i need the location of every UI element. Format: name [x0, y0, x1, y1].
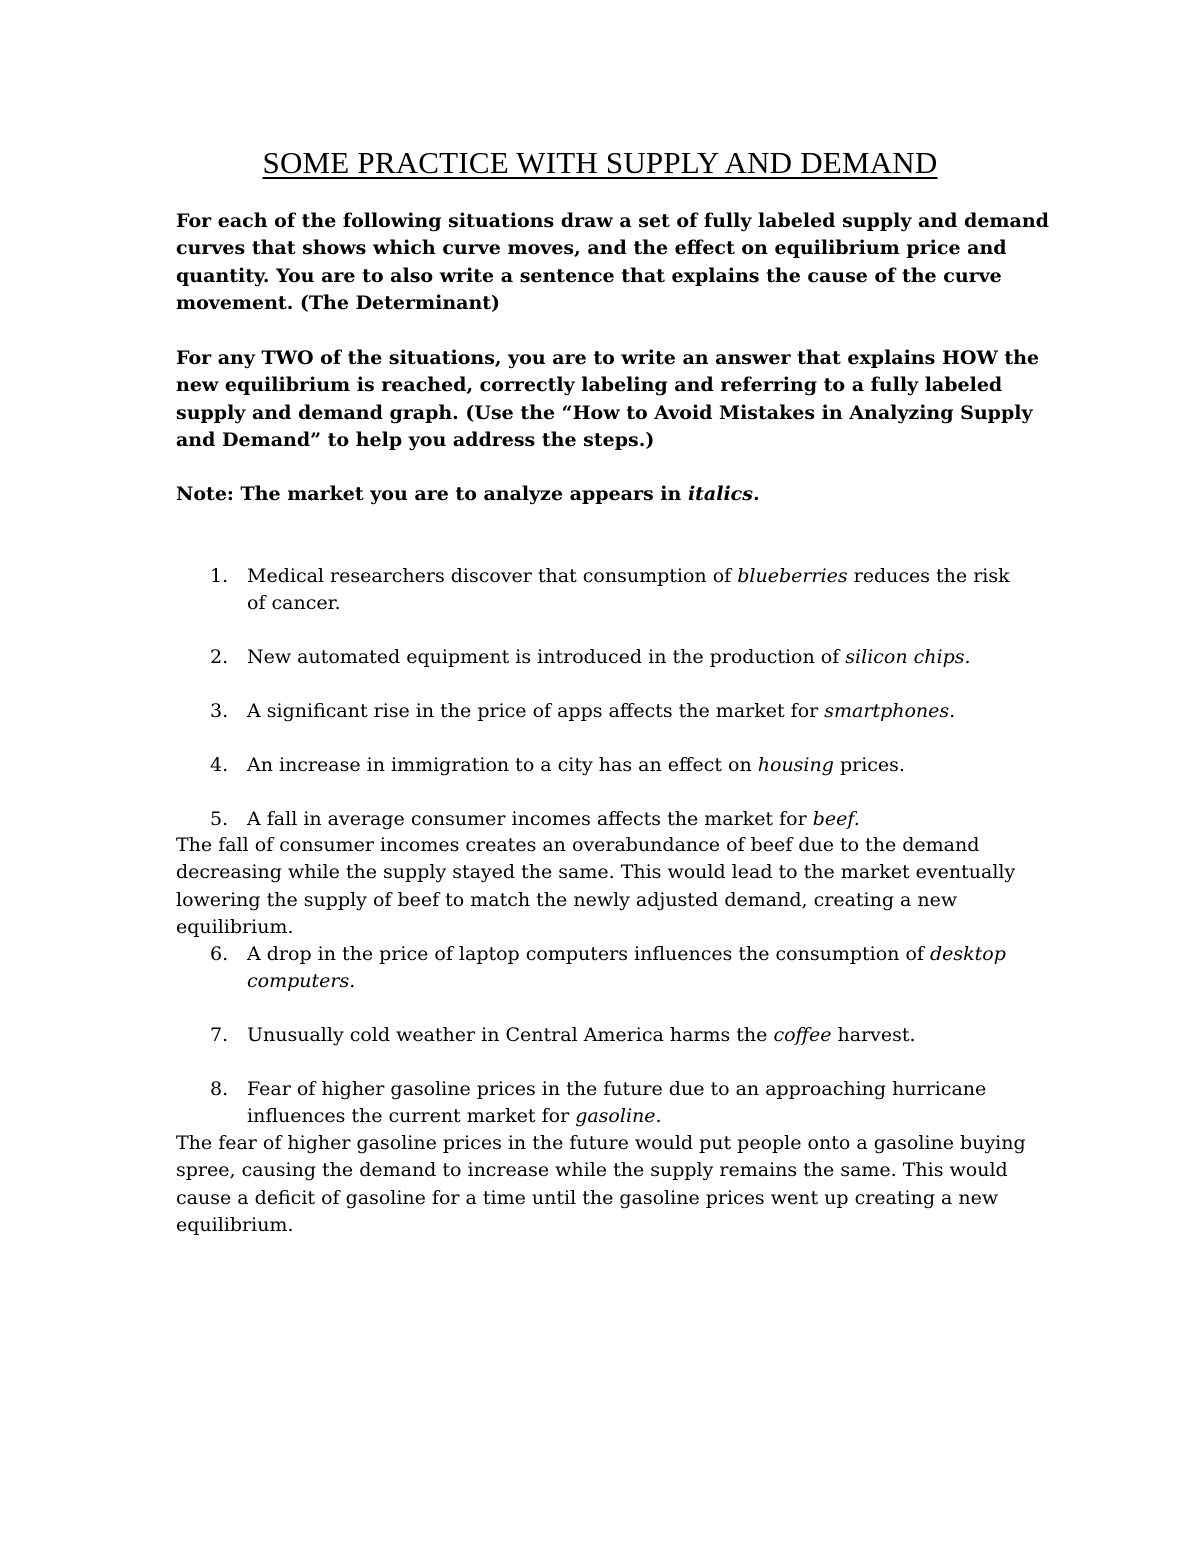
answer-item-5: The fall of consumer incomes creates an overabundance of beef due to the demand decreasing while the supply stayed the same. This would lead to the market eventually lowering the supply of beef to match the newly adjusted demand, creating a new equilibrium.: [176, 834, 1016, 938]
answer-item-8: The fear of higher gasoline prices in the future would put people onto a gasoline buying spree, causing the demand to increase while the supply remains the same. This would cause a deficit of gasoline for a time until the gasoline prices went up creating a new equilibrium.: [176, 1132, 1026, 1236]
list-text: A drop in the price of laptop computers influences the consumption of desktop computers.: [247, 943, 1006, 993]
market-name: beef.: [812, 808, 860, 830]
note-emphasis: italics: [687, 483, 753, 505]
list-item-4: [176, 752, 1056, 779]
list-number: 2.: [210, 646, 229, 668]
market-name: gasoline.: [575, 1105, 662, 1128]
list-text: An increase in immigration to a city has an effect on housing prices.: [247, 754, 905, 776]
market-name: silicon chips.: [845, 646, 971, 668]
market-name: coffee: [773, 1024, 832, 1046]
market-name: desktop computers: [247, 943, 1006, 993]
list-item-3: [176, 698, 1056, 725]
list-text: Unusually cold weather in Central America harms the coffee harvest.: [247, 1024, 916, 1046]
list-number: 7.: [210, 1024, 229, 1046]
two-situations-paragraph: For any TWO of the situations, you are to write an answer that explains HOW the new equilibrium is reached, correctly labeling and referring to a fully labeled supply and demand graph. (Use the “How to Avoid Mistakes in Analyzing Supply and Demand” to help you address the steps.): [176, 347, 1040, 451]
market-name: housing: [757, 754, 834, 776]
list-item-8: [176, 1076, 1056, 1131]
page-title: SOME PRACTICE WITH SUPPLY AND DEMAND: [262, 145, 938, 180]
list-item-5: [176, 806, 1056, 833]
list-number: 1.: [210, 565, 229, 587]
market-name: smartphones.: [824, 700, 956, 722]
list-item-7: [176, 1022, 1056, 1049]
list-number: 5.: [210, 808, 229, 830]
list-text: A significant rise in the price of apps affects the market for smartphones.: [247, 700, 956, 722]
list-number: 6.: [210, 943, 229, 965]
list-item-2: [176, 644, 1056, 671]
market-name: blueberries: [737, 565, 848, 587]
list-text: A fall in average consumer incomes affects the market for beef.: [247, 808, 860, 830]
note-suffix: .: [752, 483, 760, 505]
instructions-paragraph: For each of the following situations draw a set of fully labeled supply and demand curves that shows which curve moves, and the effect on equilibrium price and quantity. You are to also write a sentence that explains the cause of the curve movement. (The Determinant): [176, 210, 1049, 314]
list-text: Fear of higher gasoline prices in the future due to an approaching hurricane influences the current market for gasoline.: [247, 1078, 987, 1128]
list-number: 4.: [210, 754, 229, 776]
list-text: Medical researchers discover that consumption of blueberries reduces the risk of cancer.: [247, 565, 1010, 615]
list-number: 8.: [210, 1078, 229, 1100]
list-text: New automated equipment is introduced in the production of silicon chips.: [247, 646, 971, 668]
list-item-6: [176, 941, 1056, 996]
list-number: 3.: [210, 700, 229, 722]
note-prefix: Note: The market you are to analyze appears in: [176, 483, 688, 505]
list-item-1: [176, 563, 1056, 618]
note-line: [176, 481, 1056, 508]
